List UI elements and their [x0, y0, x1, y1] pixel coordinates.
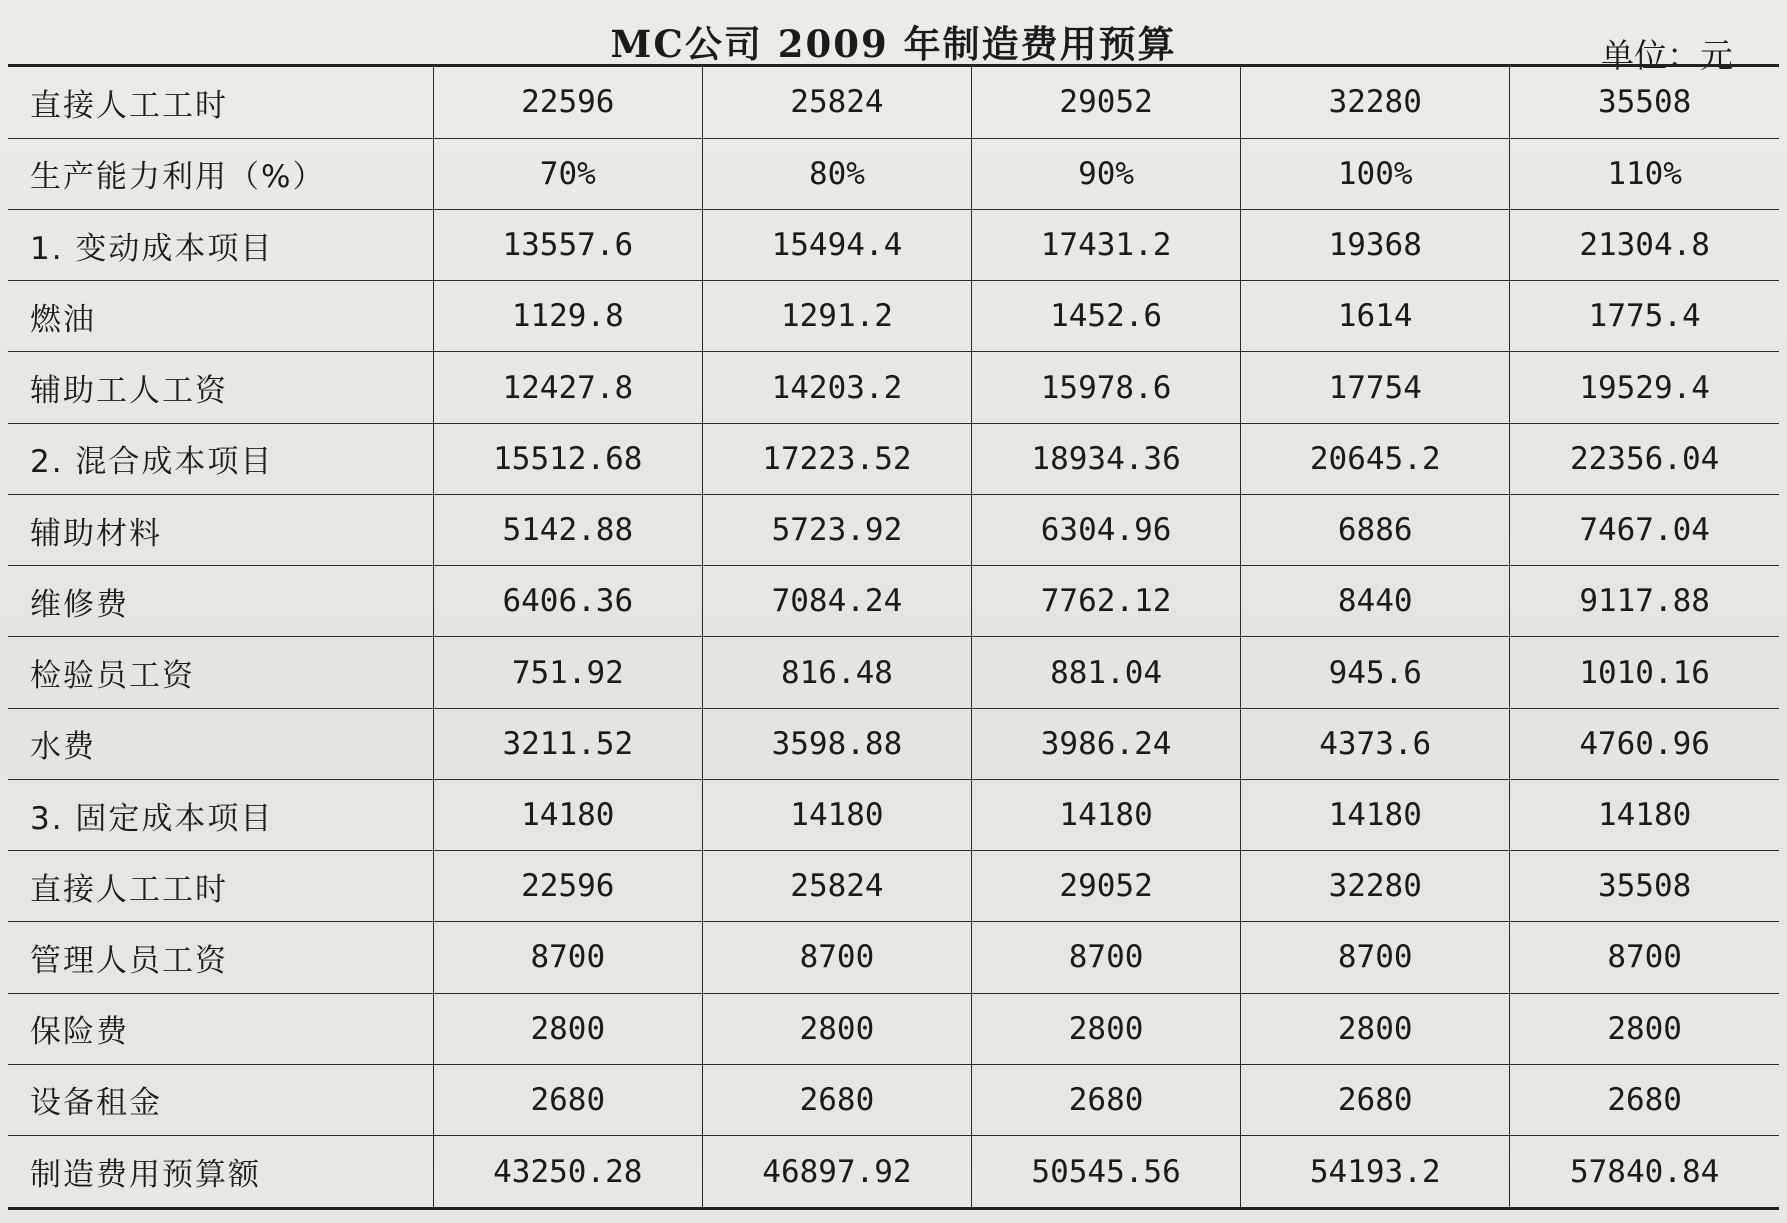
table-cell: 2680 — [972, 1064, 1241, 1135]
table-cell: 25824 — [702, 851, 971, 922]
row-label: 直接人工工时 — [8, 851, 433, 922]
table-cell: 2800 — [1241, 993, 1510, 1064]
table-cell: 1775.4 — [1510, 281, 1779, 352]
table-row — [8, 210, 1779, 281]
table-cell: 1452.6 — [972, 281, 1241, 352]
table-cell: 1291.2 — [702, 281, 971, 352]
table-cell: 29052 — [972, 66, 1241, 139]
table-row — [8, 637, 1779, 708]
table-cell: 751.92 — [433, 637, 702, 708]
table-cell: 50545.56 — [972, 1136, 1241, 1209]
row-label: 水费 — [8, 708, 433, 779]
table-cell: 9117.88 — [1510, 566, 1779, 637]
table-row — [8, 922, 1779, 993]
table-cell: 881.04 — [972, 637, 1241, 708]
table-cell: 8440 — [1241, 566, 1510, 637]
table-cell: 4373.6 — [1241, 708, 1510, 779]
table-cell: 945.6 — [1241, 637, 1510, 708]
table-row — [8, 993, 1779, 1064]
table-cell: 2800 — [1510, 993, 1779, 1064]
table-cell: 29052 — [972, 851, 1241, 922]
table-cell: 25824 — [702, 66, 971, 139]
table-cell: 8700 — [1241, 922, 1510, 993]
table-cell: 14180 — [1241, 779, 1510, 850]
table-cell: 15494.4 — [702, 210, 971, 281]
row-label: 设备租金 — [8, 1064, 433, 1135]
table-cell: 46897.92 — [702, 1136, 971, 1209]
table-cell: 3598.88 — [702, 708, 971, 779]
table-cell: 15512.68 — [433, 423, 702, 494]
table-row — [8, 566, 1779, 637]
table-cell: 19368 — [1241, 210, 1510, 281]
row-label: 制造费用预算额 — [8, 1136, 433, 1209]
table-cell: 70% — [433, 138, 702, 209]
table-cell: 2680 — [433, 1064, 702, 1135]
table-cell: 1614 — [1241, 281, 1510, 352]
row-label: 检验员工资 — [8, 637, 433, 708]
table-cell: 6304.96 — [972, 494, 1241, 565]
table-cell: 21304.8 — [1510, 210, 1779, 281]
table-cell: 3986.24 — [972, 708, 1241, 779]
table-cell: 8700 — [702, 922, 971, 993]
document-title: MC公司 2009 年制造费用预算 — [610, 22, 1177, 66]
table-cell: 90% — [972, 138, 1241, 209]
table-cell: 2680 — [1510, 1064, 1779, 1135]
table-cell: 14180 — [972, 779, 1241, 850]
table-cell: 3211.52 — [433, 708, 702, 779]
table-cell: 17431.2 — [972, 210, 1241, 281]
row-label: 生产能力利用（%） — [8, 138, 433, 209]
table-cell: 14180 — [702, 779, 971, 850]
table-cell: 6406.36 — [433, 566, 702, 637]
table-cell: 5723.92 — [702, 494, 971, 565]
table-cell: 2800 — [433, 993, 702, 1064]
table-cell: 2680 — [1241, 1064, 1510, 1135]
table-cell: 32280 — [1241, 66, 1510, 139]
table-cell: 80% — [702, 138, 971, 209]
table-cell: 1129.8 — [433, 281, 702, 352]
table-cell: 7084.24 — [702, 566, 971, 637]
table-cell: 100% — [1241, 138, 1510, 209]
table-cell: 57840.84 — [1510, 1136, 1779, 1209]
table-cell: 43250.28 — [433, 1136, 702, 1209]
row-label: 维修费 — [8, 566, 433, 637]
row-label: 3. 固定成本项目 — [8, 779, 433, 850]
table-cell: 12427.8 — [433, 352, 702, 423]
table-cell: 14203.2 — [702, 352, 971, 423]
table-cell: 4760.96 — [1510, 708, 1779, 779]
table-cell: 2800 — [702, 993, 971, 1064]
table-row — [8, 708, 1779, 779]
table-row — [8, 494, 1779, 565]
table-cell: 14180 — [433, 779, 702, 850]
table-cell: 14180 — [1510, 779, 1779, 850]
table-row — [8, 138, 1779, 209]
table-row — [8, 352, 1779, 423]
table-cell: 20645.2 — [1241, 423, 1510, 494]
row-label: 1. 变动成本项目 — [8, 210, 433, 281]
table-cell: 13557.6 — [433, 210, 702, 281]
table-cell: 8700 — [433, 922, 702, 993]
table-row — [8, 423, 1779, 494]
row-label: 管理人员工资 — [8, 922, 433, 993]
row-label: 保险费 — [8, 993, 433, 1064]
table-cell: 22596 — [433, 851, 702, 922]
table-cell: 816.48 — [702, 637, 971, 708]
row-label: 燃油 — [8, 281, 433, 352]
table-cell: 2680 — [702, 1064, 971, 1135]
table-cell: 35508 — [1510, 851, 1779, 922]
budget-table — [8, 64, 1779, 1210]
table-cell: 19529.4 — [1510, 352, 1779, 423]
row-label: 辅助材料 — [8, 494, 433, 565]
table-row — [8, 1064, 1779, 1135]
table-cell: 7762.12 — [972, 566, 1241, 637]
total-row — [8, 1136, 1779, 1209]
table-row — [8, 66, 1779, 139]
table-row — [8, 281, 1779, 352]
row-label: 直接人工工时 — [8, 66, 433, 139]
table-row — [8, 851, 1779, 922]
table-cell: 17754 — [1241, 352, 1510, 423]
table-cell: 7467.04 — [1510, 494, 1779, 565]
table-cell: 5142.88 — [433, 494, 702, 565]
row-label: 2. 混合成本项目 — [8, 423, 433, 494]
table-cell: 18934.36 — [972, 423, 1241, 494]
table-cell: 22356.04 — [1510, 423, 1779, 494]
table-cell: 6886 — [1241, 494, 1510, 565]
table-cell: 54193.2 — [1241, 1136, 1510, 1209]
table-row — [8, 779, 1779, 850]
table-cell: 35508 — [1510, 66, 1779, 139]
table-cell: 22596 — [433, 66, 702, 139]
table-cell: 8700 — [1510, 922, 1779, 993]
unit-label: 单位：元 — [1601, 36, 1733, 75]
table-cell: 110% — [1510, 138, 1779, 209]
table-cell: 1010.16 — [1510, 637, 1779, 708]
table-cell: 32280 — [1241, 851, 1510, 922]
table-cell: 2800 — [972, 993, 1241, 1064]
table-cell: 17223.52 — [702, 423, 971, 494]
row-label: 辅助工人工资 — [8, 352, 433, 423]
table-cell: 15978.6 — [972, 352, 1241, 423]
table-cell: 8700 — [972, 922, 1241, 993]
